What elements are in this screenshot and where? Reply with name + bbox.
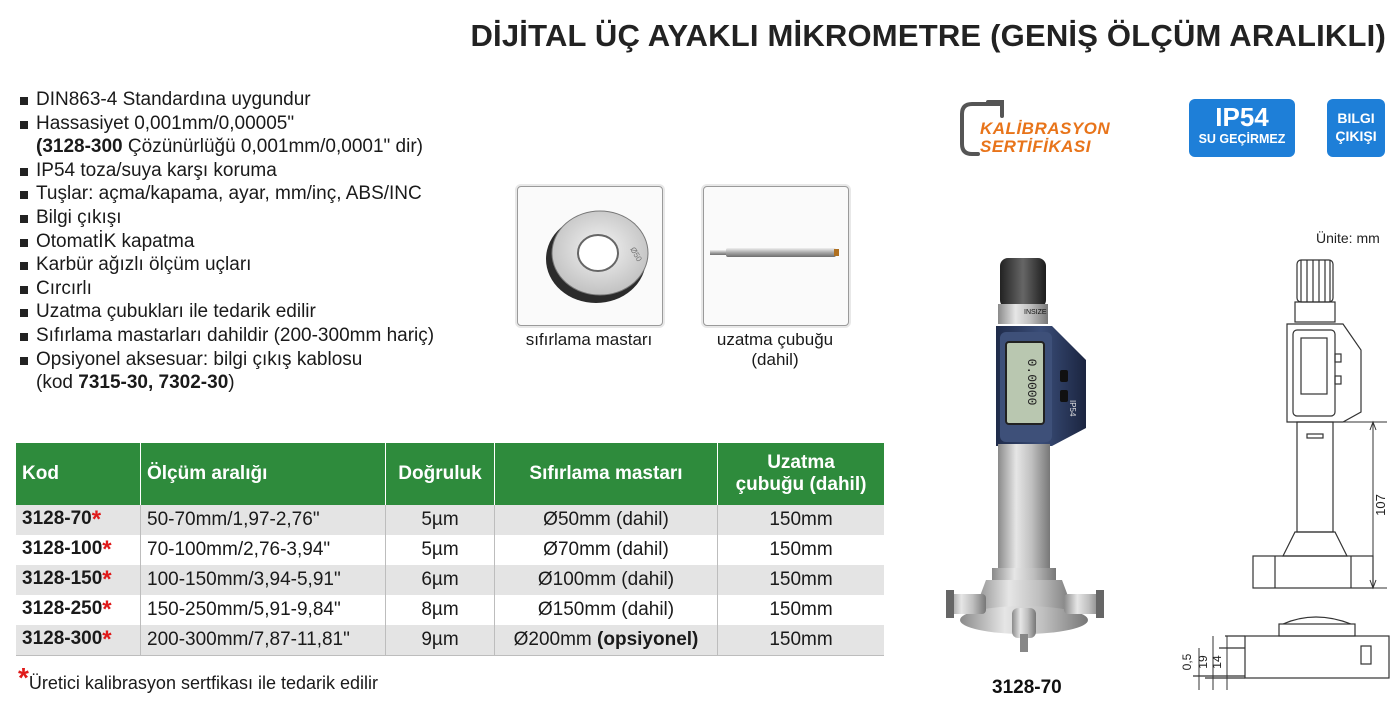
feature-item: Sıfırlama mastarları dahildir (200-300mm hariç) [18,324,498,348]
micrometer-product-image [940,250,1110,670]
device-ip: IP54 [1068,400,1077,417]
table-row [16,535,884,565]
cell-ring: Ø100mm (dahil) [495,565,718,595]
kal-line-1: KALİBRASYON [980,119,1111,138]
feature-item: Bilgi çıkışı [18,206,498,230]
extension-rod-image [703,186,849,326]
cell-rod: 150mm [718,535,885,565]
table-row [16,565,884,595]
feature-item: Tuşlar: açma/kapama, ayar, mm/inç, ABS/INC [18,182,498,206]
extension-rod-icon [704,187,848,325]
unit-label: Ünite: mm [1316,230,1380,246]
cell-accuracy: 6µm [386,565,495,595]
table-row [16,625,884,656]
footnote: *Üretici kalibrasyon sertfikası ile tedarik edilir [18,662,379,693]
svg-text:Ø50: Ø50 [628,245,644,264]
feature-item-cable-code: (kod 7315-30, 7302-30) [36,372,235,394]
cell-range: 150-250mm/5,91-9,84" [141,595,386,625]
cell-code: 3128-70* [16,505,141,535]
calibration-certificate-badge [958,98,1148,158]
extension-rod-caption: uzatma çubuğu (dahil) [716,330,834,369]
cell-range: 70-100mm/2,76-3,94" [141,535,386,565]
cell-ring: Ø200mm (opsiyonel) [495,625,718,656]
feature-item: Uzatma çubukları ile tedarik edilir [18,300,498,324]
cell-rod: 150mm [718,625,885,656]
col-header-rod: Uzatma çubuğu (dahil) [718,443,885,505]
cell-ring: Ø70mm (dahil) [495,535,718,565]
cell-code: 3128-150* [16,565,141,595]
setting-ring-icon [518,187,662,325]
table-header-row [16,443,884,505]
feature-item: IP54 toza/suya karşı koruma [18,159,498,183]
setting-ring-image [517,186,663,326]
feature-item: Hassasiyet 0,001mm/0,00005" [18,112,498,136]
page-title: DİJİTAL ÜÇ AYAKLI MİKROMETRE (GENİŞ ÖLÇÜM ARALIKLI) [470,18,1386,53]
feature-item: Cırcırlı [18,277,498,301]
display-digits: 0.0000 [1024,358,1039,406]
col-header-ring: Sıfırlama mastarı [495,443,718,505]
kal-line-2: SERTİFİKASI [980,137,1091,156]
setting-ring-caption: sıfırlama mastarı [525,330,653,349]
cell-accuracy: 8µm [386,595,495,625]
dimension-19: 19 [1196,655,1210,669]
cell-accuracy: 9µm [386,625,495,656]
cell-code: 3128-100* [16,535,141,565]
col-header-code: Kod [16,443,141,505]
dimension-107: 107 [1373,494,1388,516]
dimension-14: 14 [1210,655,1224,669]
cell-range: 50-70mm/1,97-2,76" [141,505,386,535]
cell-range: 100-150mm/3,94-5,91" [141,565,386,595]
cell-accuracy: 5µm [386,505,495,535]
feature-item-note: (3128-300 Çözünürlüğü 0,001mm/0,0001" dir) [36,136,423,158]
ip54-badge [1189,99,1295,157]
cell-rod: 150mm [718,595,885,625]
spec-table [16,443,884,656]
feature-list [18,88,498,395]
feature-item: Karbür ağızlı ölçüm uçları [18,253,498,277]
dimension-0-5: 0,5 [1180,653,1194,671]
cell-rod: 150mm [718,565,885,595]
ip54-subtitle: SU GEÇİRMEZ [1198,132,1286,146]
col-header-range: Ölçüm aralığı [141,443,386,505]
cell-ring: Ø150mm (dahil) [495,595,718,625]
col-header-accuracy: Doğruluk [386,443,495,505]
feature-item: DIN863-4 Standardına uygundur [18,88,498,112]
feature-item: Opsiyonel aksesuar: bilgi çıkış kablosu [18,348,498,372]
cell-ring: Ø50mm (dahil) [495,505,718,535]
table-row [16,505,884,535]
ip54-title: IP54 [1215,102,1269,132]
technical-drawing [1175,250,1390,695]
table-row [16,595,884,625]
product-model-label: 3128-70 [992,677,1062,698]
cell-range: 200-300mm/7,87-11,81" [141,625,386,656]
cell-accuracy: 5µm [386,535,495,565]
data-output-badge: BILGI ÇIKIŞI [1327,99,1385,157]
cell-rod: 150mm [718,505,885,535]
cell-code: 3128-300* [16,625,141,656]
cell-code: 3128-250* [16,595,141,625]
device-brand: INSIZE [1024,309,1047,316]
feature-item: OtomatİK kapatma [18,230,498,254]
